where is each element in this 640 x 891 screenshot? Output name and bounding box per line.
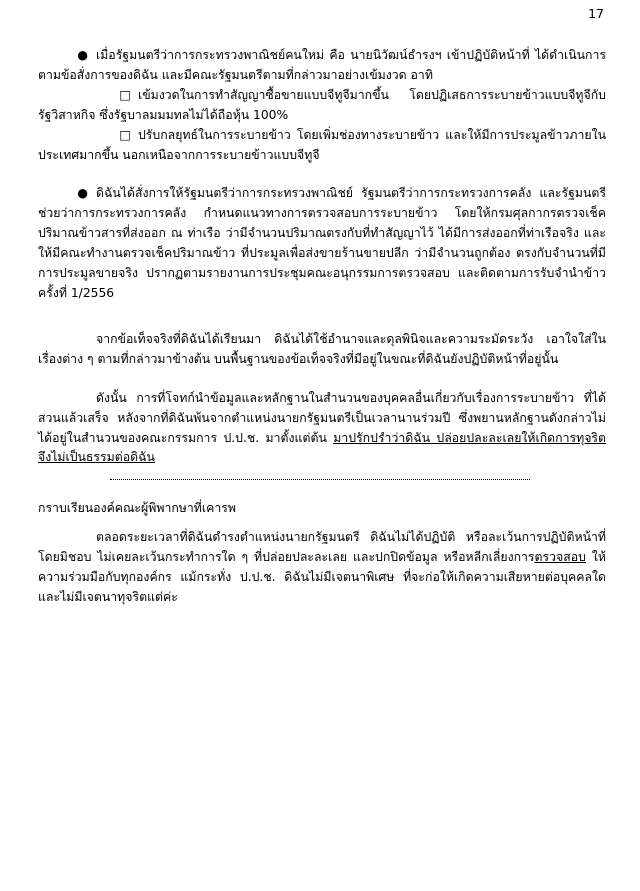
bullet-marker-filled: ● <box>77 48 88 62</box>
bullet-marker-square-2: □ <box>119 127 131 142</box>
paragraph-text: เมื่อรัฐมนตรีว่าการกระทรวงพาณิชย์คนใหม่ คือ นายนิวัฒน์ธำรงฯ เข้าปฏิบัติหน้าที่ ได้ดำเนินการตามข้อสั่งการของดิฉัน และมีคณะรัฐมนตรีตามที่กล่าวมาอย่างเข้มงวด อาทิ <box>38 48 606 82</box>
paragraph-text: ดังนั้น การที่โจทก์นำข้อมูลและหลักฐานในสำนวนของบุคคลอื่นเกี่ยวกับเรื่องการระบายข้าว ที่ได้สวนแล้วเสร็จ หลังจากที่ดิฉันพ้นจากตำแหน่งนายกรัฐมนตรีเป็นเวลานานร่วมปี ซึ่งพยานหลักฐานดังกล่าวไม่ได้อยู่ในสำนวนของคณะกรรมการ ป.ป.ช. มาตั้งแต่ต้น <box>38 390 606 445</box>
paragraph-bullet-4 <box>38 184 606 303</box>
document-body <box>38 46 606 608</box>
spacer <box>38 370 606 389</box>
spacer <box>38 519 606 528</box>
paragraph-text: เข้มงวดในการทำสัญญาซื้อขายแบบจีทูจีมากขึ้น โดยปฏิเสธการระบายข้าวแบบจีทูจีกับรัฐวิสาหกิจ ซึ่งรัฐบาลมมมทลไม่ได้ถือหุ้น 100% <box>38 87 606 122</box>
paragraph-5: จากข้อเท็จจริงที่ดิฉันได้เรียนมา ดิฉันได้ใช้อำนาจและดุลพินิจและความระมัดระวัง เอาใจใส่ในเรื่องต่าง ๆ ตามที่กล่าวมาข้างต้น บนพื้นฐานของข้อเท็จจริงที่มีอยู่ในขณะที่ดิฉันยังปฏิบัติหน้าที่อยู่นั้น <box>38 331 606 366</box>
bullet-marker-square-1: □ <box>119 87 131 102</box>
paragraph-bullet-2 <box>38 86 606 126</box>
paragraph-text: ดิฉันได้สั่งการให้รัฐมนตรีว่าการกระทรวงพาณิชย์ รัฐมนตรีว่าการกระทรวงการคลัง และรัฐมนตรีช่วยว่าการกระทรวงการคลัง กำหนดแนวทางการตรวจสอบการระบายข้าว โดยให้กรมศุลกากรตรวจเช็คปริมาณข้าวสารที่ส่งออก ณ ท่าเรือ ว่ามีจำนวนปริมาณตรงกับที่ทำสัญญาไว้ ได้มีการส่งออกที่ท่าเรือจริง และให้มีคณะทำงานตรวจเช็คปริมาณข้าว ที่ประมูลเพื่อส่งขายร้านขายปลีก ว่ามีจำนวนถูกต้อง ตรงกับจำนวนที่มีการประมูลขายจริง ปรากฏตามรายงานการประชุมคณะอนุกรรมการตรวจสอบ และติดตามการรับจำนำข้าว ครั้งที่ 1/2556 <box>38 186 606 300</box>
paragraph-bullet-3 <box>38 126 606 166</box>
paragraph-8 <box>38 528 606 608</box>
paragraph-text-before: ตลอดระยะเวลาที่ดิฉันดำรงตำแหน่งนายกรัฐมนตรี ดิฉันไม่ได้ปฏิบัติ หรือละเว้นการปฏิบัติหน้าที่โดยมิชอบ ไม่เคยละเว้นกระทำการใด ๆ ที่ปล่อยปละละเลย และปกปิดข้อมูล หรือหลีกเลี่ยงการ <box>38 530 606 565</box>
paragraph-bullet-1 <box>38 46 606 86</box>
paragraph-emphasis: มาปรักปรำว่าดิฉัน ปล่อยปละละเลยให้เกิดการทุจริต จึงไม่เป็นธรรมต่อดิฉัน <box>38 430 606 465</box>
bullet-marker-filled-2: ● <box>77 186 88 201</box>
spacer <box>38 480 606 499</box>
paragraph-text: ปรับกลยุทธ์ในการระบายข้าว โดยเพิ่มช่องทางระบายข้าว และให้มีการประมูลข้าวภายในประเทศมากขึ้น นอกเหนือจากการระบายข้าวแบบจีทูจี <box>38 127 606 162</box>
page-number: 17 <box>588 6 604 21</box>
paragraph-emphasis-word: ตรวจสอบ <box>534 550 586 565</box>
paragraph-7-salutation: กราบเรียนองค์คณะผู้พิพากษาที่เคารพ <box>38 501 236 516</box>
paragraph-text-after: ให้ความร่วมมือกับทุกองค์กร แม้กระทั่ง ป.ป.ช. ดิฉันไม่มีเจตนาพิเศษ ที่จะก่อให้เกิดความเสียหายต่อบุคคลใด และไม่มีเจตนาทุจริตแต่ค่ะ <box>38 550 606 604</box>
spacer <box>38 304 606 330</box>
spacer <box>38 165 606 184</box>
paragraph-6 <box>38 389 606 469</box>
